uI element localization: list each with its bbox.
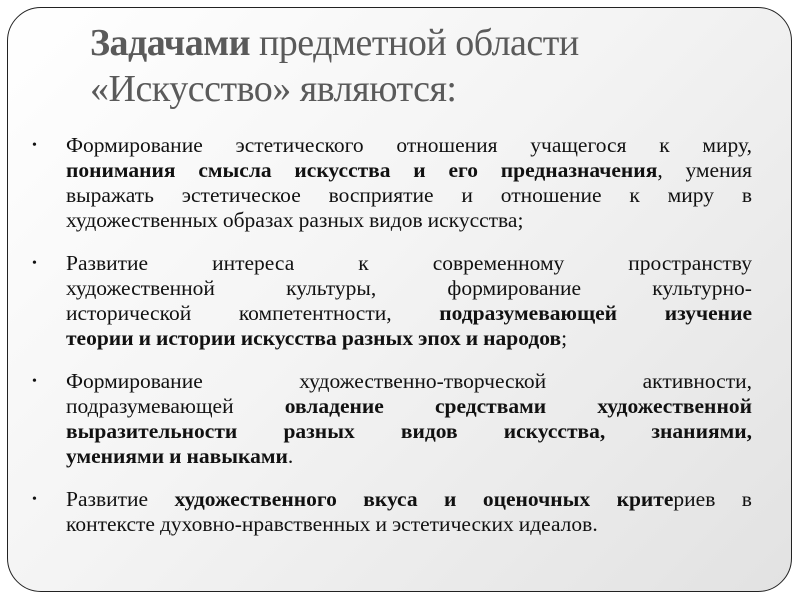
word: умения [685,158,752,182]
word: подразумевающей [66,394,234,418]
word: вкуса [363,487,418,511]
text-line [66,301,752,326]
word: овладение [284,394,384,418]
word: учащегося [530,133,627,157]
word: духовно-нравственных [159,512,371,536]
word: культурно- [652,276,752,300]
word: Формирование [66,133,203,157]
text-line [66,183,752,208]
word: критериев [616,487,716,511]
word: современному [432,251,565,275]
word: образах [222,208,294,232]
word: понимания [66,158,176,182]
word: интереса [212,251,295,275]
word: выразительности [66,419,238,443]
bullet-icon: • [32,256,37,271]
word: эстетическое [181,183,301,207]
word: его [448,158,478,182]
word: и [413,158,426,182]
word: в [741,487,752,511]
word: к [629,183,640,207]
word: миру, [702,133,752,157]
word: отношения [396,133,498,157]
text-line [66,208,752,233]
word: выражать [66,183,154,207]
word: контексте [66,512,155,536]
word: истории [155,326,236,350]
word: искусства [240,326,337,350]
word: видов [369,208,423,232]
word: художественной [66,276,215,300]
text-line [66,326,752,351]
word: активности, [642,369,752,393]
word: в [741,183,752,207]
word: навыками. [186,444,294,468]
slide-title [90,20,579,112]
title-line2: «Искусство» являются: [90,68,457,110]
word: видов [400,419,458,443]
word: искусства [294,158,391,182]
list-item [32,487,752,537]
word: миру [667,183,714,207]
word: художественно-творческой [299,369,547,393]
word: и [465,326,479,350]
word: изучение [664,301,752,325]
word: художественного [174,487,337,511]
word: художественных [66,208,218,232]
bullet-icon: • [32,138,37,153]
word: к [659,133,670,157]
word: эпох [418,326,461,350]
word: пространству [628,251,752,275]
word: и [461,183,473,207]
word: отношение [500,183,602,207]
word: народов; [483,326,568,350]
word: культуры, [286,276,377,300]
word: исторической [66,301,192,325]
word: формирование [447,276,582,300]
text-line [66,276,752,301]
text-line [66,512,752,537]
word: художественной [597,394,752,418]
text-line [66,394,752,419]
word: эстетических [391,512,514,536]
word: искусства; [427,208,524,232]
word: Развитие [66,487,149,511]
word: и [444,487,457,511]
word: Развитие [66,251,149,275]
word: и [169,444,182,468]
word: и [375,512,387,536]
title-line1-rest: предметной области [249,22,579,64]
word: подразумевающей [439,301,618,325]
text-line [66,133,752,158]
text-line [66,158,752,183]
word: знаниями, [651,419,752,443]
word: разных [341,326,414,350]
word: умениями [66,444,165,468]
word: теории [66,326,134,350]
word: Формирование [66,369,203,393]
text-line [66,251,752,276]
word: предназначения, [500,158,663,182]
word: смысла [198,158,272,182]
title-bold-word: Задачами [90,22,250,64]
word: разных [283,419,355,443]
word: эстетического [235,133,364,157]
word: к [358,251,369,275]
word: идеалов. [518,512,598,536]
text-line [66,487,752,512]
word: оценочных [482,487,591,511]
word: средствами [434,394,547,418]
text-line [66,444,752,469]
word: искусства, [503,419,606,443]
list-item [32,133,752,233]
word: компетентности, [238,301,392,325]
text-line [66,369,752,394]
bullet-icon: • [32,492,37,507]
list-item [32,369,752,469]
word: восприятие [328,183,434,207]
list-item [32,251,752,351]
word: и [138,326,151,350]
bullet-icon: • [32,374,37,389]
word: разных [298,208,365,232]
text-line [66,419,752,444]
